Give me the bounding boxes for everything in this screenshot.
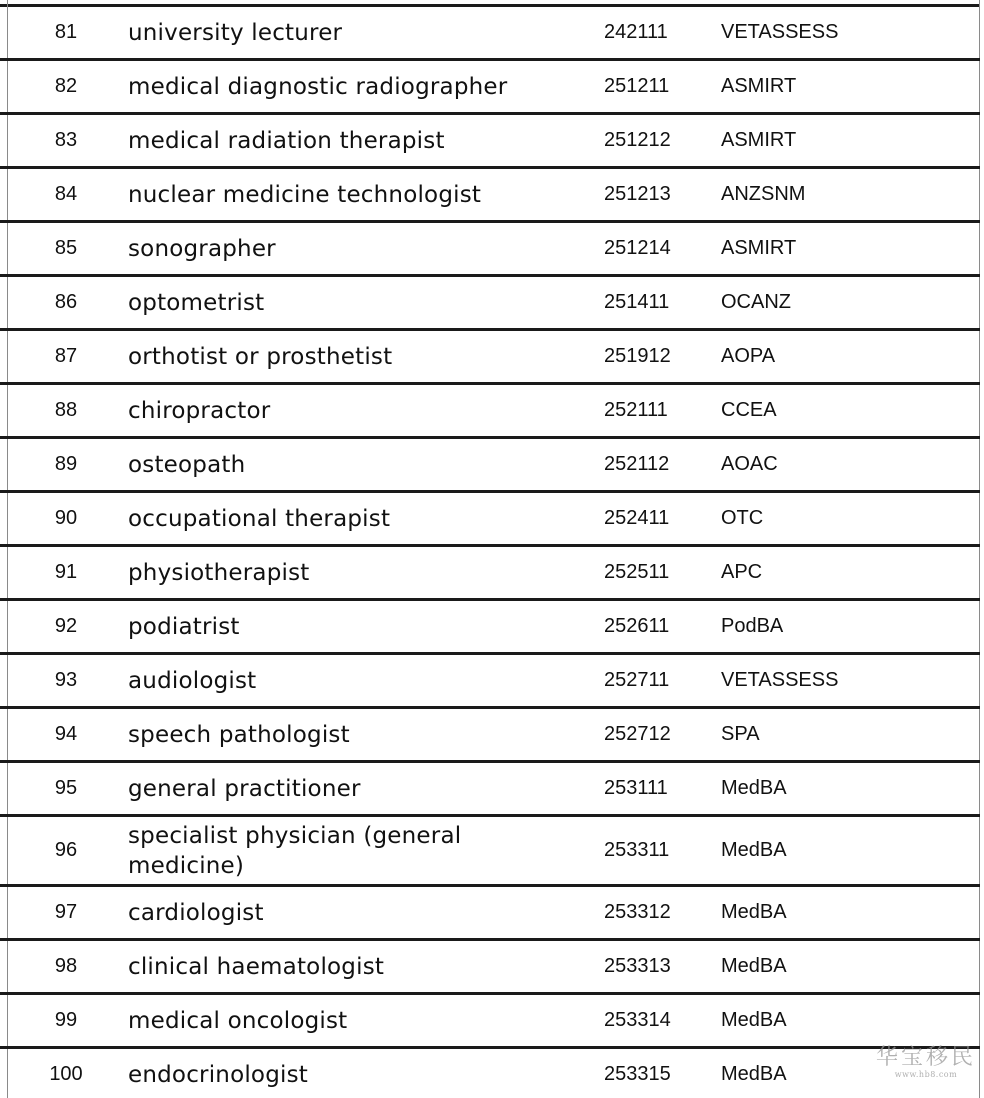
anzsco-code: 251411 bbox=[604, 291, 670, 313]
row-number: 94 bbox=[54, 723, 78, 745]
assessing-authority: ASMIRT bbox=[721, 75, 797, 97]
occupation-name: endocrinologist bbox=[128, 1061, 308, 1088]
table-row bbox=[0, 601, 980, 655]
table-body bbox=[0, 7, 980, 1098]
assessing-authority: CCEA bbox=[721, 399, 777, 421]
occupation-name: cardiologist bbox=[128, 899, 264, 926]
row-number: 83 bbox=[54, 129, 78, 151]
assessing-authority: APC bbox=[721, 561, 763, 583]
occupation-name: optometrist bbox=[128, 289, 265, 316]
anzsco-code: 252712 bbox=[604, 723, 671, 745]
anzsco-code: 251213 bbox=[604, 183, 671, 205]
row-number: 97 bbox=[54, 901, 78, 923]
occupation-name: sonographer bbox=[128, 235, 276, 262]
table-row bbox=[0, 277, 980, 331]
assessing-authority: OCANZ bbox=[721, 291, 791, 313]
occupation-name: chiropractor bbox=[128, 397, 271, 424]
anzsco-code: 252511 bbox=[604, 561, 670, 583]
anzsco-code: 251212 bbox=[604, 129, 671, 151]
anzsco-code: 252711 bbox=[604, 669, 670, 691]
table-row bbox=[0, 7, 980, 61]
row-number: 92 bbox=[54, 615, 78, 637]
table-row bbox=[0, 547, 980, 601]
row-number: 91 bbox=[54, 561, 78, 583]
occupation-name: audiologist bbox=[128, 667, 257, 694]
assessing-authority: ASMIRT bbox=[721, 129, 797, 151]
anzsco-code: 252411 bbox=[604, 507, 670, 529]
row-number: 86 bbox=[54, 291, 78, 313]
table-row bbox=[0, 223, 980, 277]
row-number: 85 bbox=[54, 237, 78, 259]
row-number: 81 bbox=[54, 21, 78, 43]
anzsco-code: 252112 bbox=[604, 453, 670, 475]
watermark-url: www.hb8.com bbox=[894, 1070, 958, 1079]
row-number: 93 bbox=[54, 669, 78, 691]
occupation-name: medical diagnostic radiographer bbox=[128, 73, 508, 100]
row-number: 100 bbox=[49, 1063, 83, 1085]
row-number: 95 bbox=[54, 777, 78, 799]
occupation-name: university lecturer bbox=[128, 19, 343, 46]
anzsco-code: 253111 bbox=[604, 777, 668, 799]
anzsco-code: 242111 bbox=[604, 21, 668, 43]
row-number: 87 bbox=[54, 345, 78, 367]
occupation-name: clinical haematologist bbox=[128, 953, 385, 980]
table-row bbox=[0, 941, 980, 995]
anzsco-code: 251214 bbox=[604, 237, 671, 259]
row-number: 84 bbox=[54, 183, 78, 205]
anzsco-code: 253314 bbox=[604, 1009, 671, 1031]
occupation-name: physiotherapist bbox=[128, 559, 310, 586]
assessing-authority: MedBA bbox=[721, 839, 787, 861]
table-row bbox=[0, 763, 980, 817]
occupation-name: orthotist or prosthetist bbox=[128, 343, 393, 370]
anzsco-code: 253315 bbox=[604, 1063, 671, 1085]
table-row bbox=[0, 331, 980, 385]
row-number: 88 bbox=[54, 399, 78, 421]
table-row bbox=[0, 61, 980, 115]
table-row bbox=[0, 1049, 980, 1098]
anzsco-code: 251912 bbox=[604, 345, 671, 367]
occupation-name: general practitioner bbox=[128, 775, 361, 802]
watermark-text: 华宝移民 bbox=[875, 1045, 976, 1070]
assessing-authority: SPA bbox=[721, 723, 760, 745]
assessing-authority: ANZSNM bbox=[721, 183, 806, 205]
table-row bbox=[0, 887, 980, 941]
assessing-authority: MedBA bbox=[721, 901, 787, 923]
occupation-name: osteopath bbox=[128, 451, 246, 478]
assessing-authority: MedBA bbox=[721, 955, 787, 977]
table-row bbox=[0, 995, 980, 1049]
occupation-name: specialist physician (general medicine) bbox=[128, 822, 462, 879]
anzsco-code: 253311 bbox=[604, 839, 670, 861]
watermark-logo bbox=[874, 1046, 978, 1082]
table-row bbox=[0, 493, 980, 547]
row-number: 99 bbox=[54, 1009, 78, 1031]
anzsco-code: 253313 bbox=[604, 955, 671, 977]
row-number: 82 bbox=[54, 75, 78, 97]
assessing-authority: MedBA bbox=[721, 777, 787, 799]
assessing-authority: MedBA bbox=[721, 1009, 787, 1031]
occupation-name: speech pathologist bbox=[128, 721, 350, 748]
assessing-authority: AOAC bbox=[721, 453, 778, 475]
anzsco-code: 251211 bbox=[604, 75, 670, 97]
table-row bbox=[0, 817, 980, 887]
assessing-authority: VETASSESS bbox=[721, 21, 839, 43]
row-number: 89 bbox=[54, 453, 78, 475]
occupation-name: podiatrist bbox=[128, 613, 240, 640]
table-row bbox=[0, 655, 980, 709]
occupation-name: medical oncologist bbox=[128, 1007, 348, 1034]
table-row bbox=[0, 709, 980, 763]
assessing-authority: PodBA bbox=[721, 615, 784, 637]
occupation-name: nuclear medicine technologist bbox=[128, 181, 482, 208]
row-number: 90 bbox=[54, 507, 78, 529]
assessing-authority: MedBA bbox=[721, 1063, 787, 1085]
table-row bbox=[0, 115, 980, 169]
table-row bbox=[0, 385, 980, 439]
anzsco-code: 252111 bbox=[604, 399, 668, 421]
assessing-authority: ASMIRT bbox=[721, 237, 797, 259]
anzsco-code: 253312 bbox=[604, 901, 671, 923]
occupation-name: occupational therapist bbox=[128, 505, 391, 532]
row-number: 96 bbox=[54, 839, 78, 861]
anzsco-code: 252611 bbox=[604, 615, 670, 637]
assessing-authority: AOPA bbox=[721, 345, 776, 367]
table-row bbox=[0, 439, 980, 493]
assessing-authority: OTC bbox=[721, 507, 764, 529]
row-number: 98 bbox=[54, 955, 78, 977]
occupation-name: medical radiation therapist bbox=[128, 127, 445, 154]
assessing-authority: VETASSESS bbox=[721, 669, 839, 691]
table-row bbox=[0, 169, 980, 223]
